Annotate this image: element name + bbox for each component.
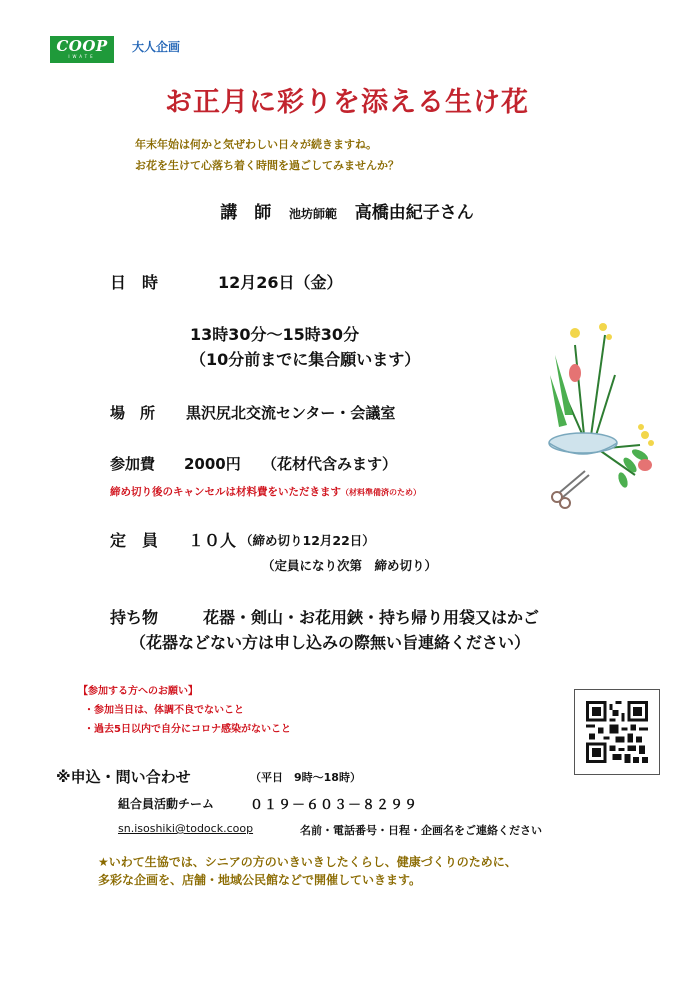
- closing-line-1: ★いわて生協では、シニアの方のいきいきしたくらし、健康づくりのために、: [98, 855, 517, 869]
- date-time: 13時30分～15時30分: [190, 325, 360, 344]
- contact-team: 組合員活動チーム: [118, 797, 215, 811]
- page-title: お正月に彩りを添える生け花: [165, 87, 529, 118]
- category-tag: 大人企画: [132, 40, 181, 54]
- fee-label: 参加費: [110, 455, 156, 473]
- flower-icon: [545, 315, 660, 520]
- date-day: 12月26日（金）: [218, 273, 343, 292]
- items-note: （花器などない方は申し込みの際無い旨連絡ください）: [130, 633, 531, 652]
- ikebana-illustration: [545, 315, 660, 520]
- place-value: 黒沢尻北交流センター・会議室: [186, 404, 396, 422]
- contact-hours: （平日 9時～18時）: [250, 771, 361, 784]
- qr-code[interactable]: [574, 689, 660, 775]
- cancel-small: （材料準備済のため）: [341, 488, 421, 497]
- logo-subtext: IWATE: [68, 54, 96, 59]
- fee-note: （花材代含みます）: [262, 455, 398, 473]
- capacity-label: 定 員: [110, 531, 159, 550]
- contact-email-note: 名前・電話番号・日程・企画名をご連絡ください: [300, 824, 542, 837]
- date-note: （10分前までに集合願います）: [190, 350, 421, 369]
- capacity-deadline: （締め切り12月22日）: [240, 533, 375, 548]
- request-item-1: ・参加当日は、体調不良でないこと: [84, 705, 244, 716]
- items-value: 花器・剣山・お花用鋏・持ち帰り用袋又はかご: [203, 608, 540, 627]
- coop-logo: [50, 36, 114, 63]
- qr-code-icon: [586, 701, 648, 763]
- contact-heading: ※申込・問い合わせ: [56, 768, 191, 786]
- items-label: 持ち物: [110, 608, 159, 627]
- intro-line-1: 年末年始は何かと気ぜわしい日々が続きますね。: [135, 138, 377, 151]
- lecturer-label: 講 師: [220, 203, 272, 223]
- cancel-policy: [110, 484, 421, 499]
- capacity-note: （定員になり次第 締め切り）: [262, 558, 438, 573]
- requests-title: 【参加する方へのお願い】: [78, 686, 198, 697]
- contact-phone[interactable]: ０１９－６０３－８２９９: [250, 798, 419, 813]
- closing-line-2: 多彩な企画を、店舗・地域公民館などで開催していきます。: [98, 873, 422, 887]
- contact-email-link[interactable]: sn.isoshiki@todock.coop: [118, 822, 254, 835]
- cancel-text: 締め切り後のキャンセルは材料費をいただきます: [110, 486, 341, 498]
- lecturer-line: [0, 198, 694, 223]
- fee-value: 2000円: [184, 455, 241, 473]
- capacity-value: １０人: [188, 531, 237, 550]
- intro-line-2: お花を生けて心落ち着く時間を過ごしてみませんか？: [135, 159, 399, 172]
- logo-text: COOP: [56, 37, 108, 55]
- place-label: 場 所: [110, 404, 156, 422]
- lecturer-title: 池坊師範: [288, 207, 337, 221]
- lecturer-name: 高橋由紀子さん: [354, 203, 474, 223]
- request-item-2: ・過去5日以内で自分にコロナ感染がないこと: [84, 724, 291, 735]
- date-label: 日 時: [110, 273, 159, 292]
